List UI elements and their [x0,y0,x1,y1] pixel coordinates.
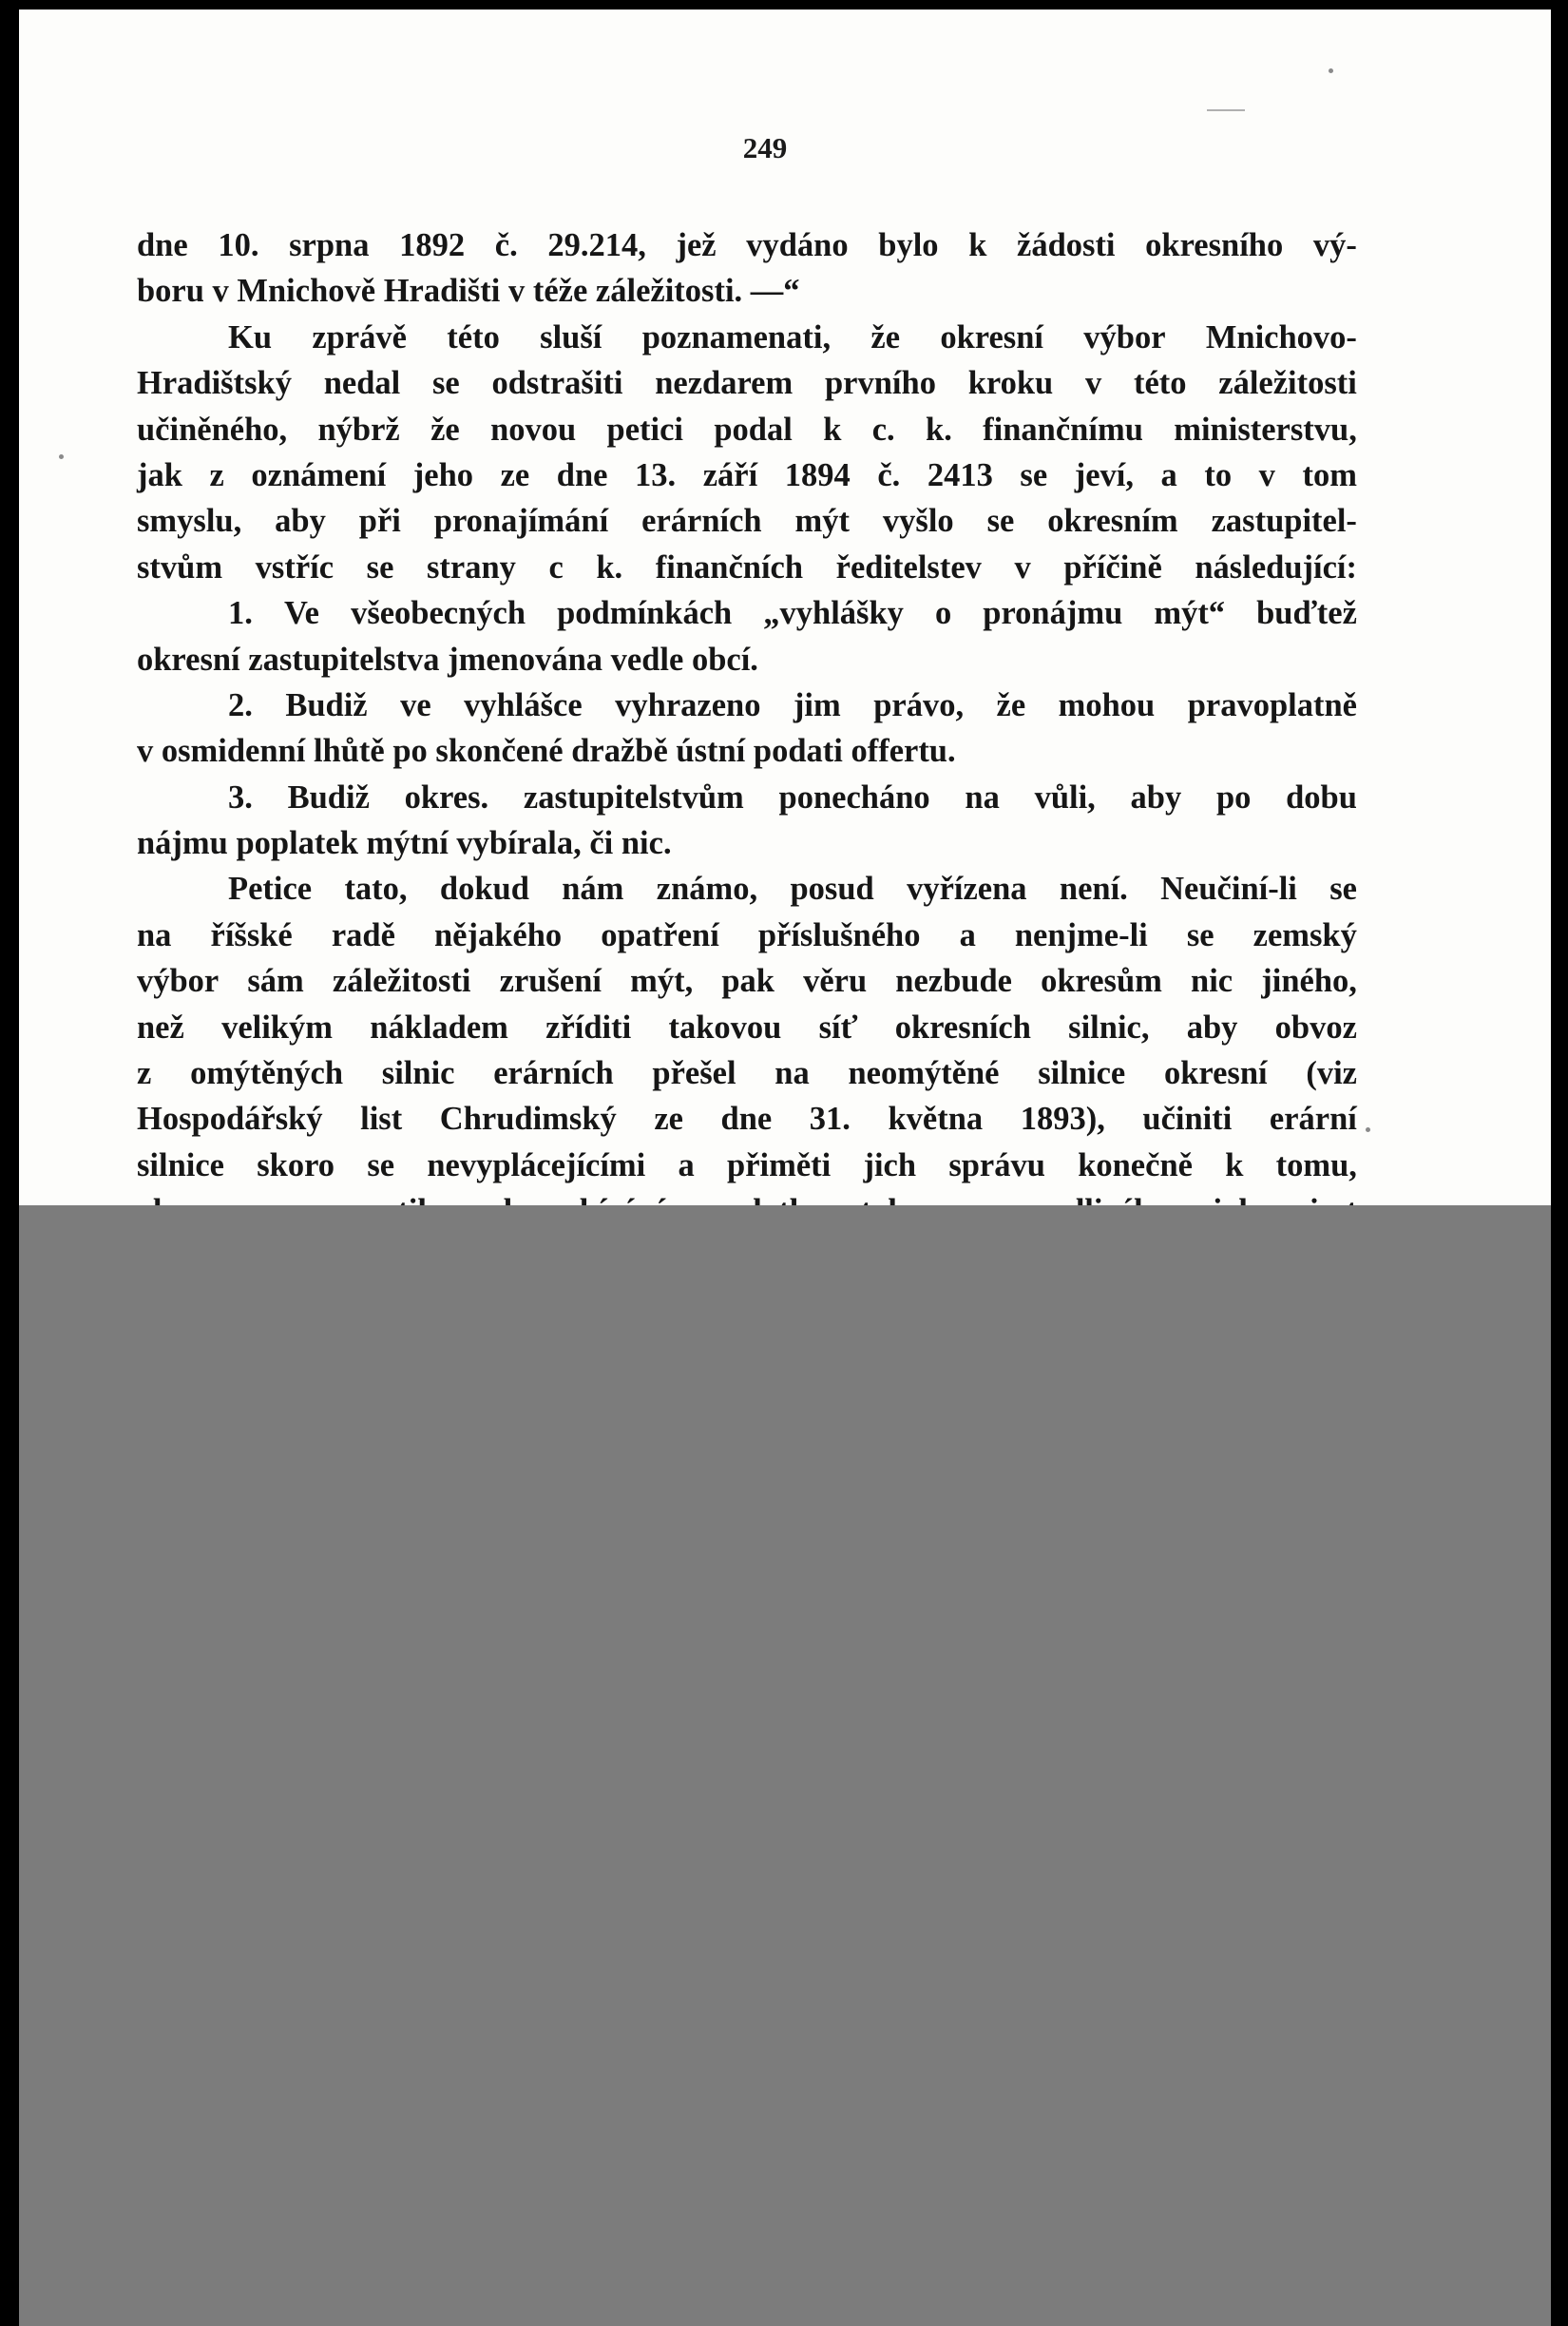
word: obvoz [1274,1009,1357,1046]
word: Ku [228,318,273,356]
word: se [1186,916,1214,953]
text-line [137,958,1357,1004]
word: následující: [1195,548,1357,586]
text-line-content: nájmu poplatek mýtní vybírala, či nic. [137,825,672,862]
word: 10. [218,227,259,263]
word: buďtež [1256,595,1357,632]
word: Petice [228,871,313,908]
word: Hospodářský [137,1101,323,1138]
word: nákladem [370,1009,508,1046]
word: okresním [1047,503,1178,540]
word: to [1204,456,1233,493]
text-line [137,498,1357,544]
scan-speck [1329,68,1333,73]
word: se [1329,871,1357,908]
word: nezbude [895,963,1012,1000]
text-line [137,682,1357,728]
word: 1893), [1020,1101,1105,1138]
word: srpna [289,227,370,263]
word: takovou [668,1009,782,1046]
word: 1892 [399,227,466,263]
word: erární [1269,1101,1357,1138]
scan-mark [1207,109,1245,111]
word: dne [720,1101,773,1138]
word: že [430,411,460,448]
word: nýbrž [317,411,400,448]
word: Budiž [287,779,370,816]
word: vyhlášce [464,686,583,723]
word: „vyhlášky [763,595,904,632]
text-line [137,728,1357,774]
word: zříditi [545,1009,632,1046]
word: neomýtěné [848,1055,1000,1092]
word: po [1215,779,1252,816]
word: jich [863,1146,917,1183]
word: 29.214, [547,227,646,263]
text-line-content: boru v Mnichově Hradišti v téže záležitosti. —“ [137,273,800,310]
word: nedal [323,365,401,402]
word: této [1133,365,1187,402]
text-line [137,590,1357,636]
word: erárních [493,1055,614,1092]
word: této [447,318,500,356]
word: a [1160,456,1177,493]
word: vstříc [255,548,335,586]
word: k [968,227,987,263]
word: záležitosti [332,963,471,1000]
word: nám [562,871,624,908]
word: prvního [824,365,936,402]
word: okresům [1041,963,1162,1000]
word: pak [721,963,774,1000]
text-line [137,913,1357,958]
word: se [986,503,1015,540]
word: mýt“ [1154,595,1226,632]
word: bylo [878,227,939,263]
word: o [934,595,952,632]
word: novou [490,411,577,448]
word: k. [926,411,952,448]
word: nezdarem [655,365,794,402]
text-line [137,315,1357,360]
word: silnice [1038,1055,1126,1092]
word: pronájmu [983,595,1123,632]
word: tomu, [1275,1146,1357,1183]
word: vydáno [746,227,849,263]
word: nevyplácejícími [427,1146,646,1183]
text-line [137,360,1357,406]
word: č. [877,456,901,493]
word: Chrudimský [439,1101,617,1138]
word: zemský [1252,916,1357,953]
word: k [823,411,842,448]
word: se [366,548,394,586]
word: než [137,1009,184,1046]
word: opatření [601,916,719,953]
text-line [137,1143,1357,1188]
word: jiného, [1261,963,1357,1000]
word: vyřízena [907,871,1027,908]
word: konečně [1078,1146,1193,1183]
word: dne [556,456,608,493]
word: poznamenati, [641,318,832,356]
word: radě [331,916,395,953]
word: silnic, [1068,1009,1150,1046]
text-line-content: v osmidenní lhůtě po skončené dražbě ústní podati offertu. [137,733,956,770]
text-line [137,1050,1357,1096]
word: nic [1191,963,1233,1000]
word: výbor [1083,318,1166,356]
word: finančnímu [983,411,1143,448]
text-line [137,637,1357,682]
word: se [367,1146,395,1183]
word: jeho [412,456,474,493]
word: aby [1186,1009,1238,1046]
word: 1894 [784,456,851,493]
word: skoro [257,1146,335,1183]
word: května [888,1101,984,1138]
word: učiniti [1142,1101,1233,1138]
word: jak [137,456,182,493]
word: Neučiní-li [1160,871,1297,908]
word: 1. [228,595,253,632]
word: okresní [940,318,1043,356]
word: jim [793,686,841,723]
word: na [774,1055,810,1092]
word: erárních [641,503,762,540]
word: k [1225,1146,1244,1183]
word: 3. [228,779,253,816]
word: vůli, [1034,779,1096,816]
word: tato, [344,871,408,908]
word: silnic [381,1055,455,1092]
word: smyslu, [137,503,242,540]
word: pronajímání [433,503,609,540]
word: c. [871,411,895,448]
word: aby [275,503,326,540]
word: petici [606,411,684,448]
word: dobu [1286,779,1357,816]
word: okresních [894,1009,1031,1046]
word: že [870,318,901,356]
word: list [360,1101,403,1138]
word: Budiž [285,686,368,723]
word: strany [426,548,516,586]
word: odstrašiti [491,365,623,402]
word: ředitelstev [835,548,982,586]
word: zastupitelstvům [523,779,744,816]
redaction-overlay [19,1205,1551,2326]
word: aby [1130,779,1182,816]
word: dokud [439,871,529,908]
word: velikým [221,1009,333,1046]
word: 2413 [927,456,993,493]
word: zrušení [499,963,602,1000]
word: na [137,916,172,953]
word: tom [1302,456,1357,493]
word: přiměti [727,1146,832,1183]
word: Ve [283,595,319,632]
word: omýtěných [190,1055,344,1092]
word: se [1020,456,1048,493]
word: okresního [1145,227,1284,263]
text-line [137,452,1357,498]
word: c [548,548,564,586]
text-line [137,222,1357,268]
word: nějakého [433,916,563,953]
word: oznámení [251,456,387,493]
word: a [678,1146,695,1183]
scan-edge [1551,0,1568,2326]
word: Mnichovo- [1205,318,1357,356]
word: posud [790,871,874,908]
word: okresní [1163,1055,1268,1092]
word: výbor [137,963,220,1000]
word: při [358,503,401,540]
word: k. [596,548,623,586]
word: okres. [404,779,489,816]
word: finančních [655,548,804,586]
document-page [19,10,1551,1205]
word: září [702,456,758,493]
word: známo, [656,871,758,908]
word: ze [500,456,530,493]
word: záležitosti [1218,365,1357,402]
text-line [137,545,1357,590]
word: v [1258,456,1275,493]
word: věru [803,963,868,1000]
text-line [137,820,1357,866]
word: jež [676,227,717,263]
word: sluší [540,318,602,356]
word: z [209,456,224,493]
word: ze [654,1101,683,1138]
word: učiněného, [137,411,288,448]
word: právo, [873,686,965,723]
word: 13. [635,456,677,493]
text-line [137,407,1357,452]
word: z [137,1055,152,1092]
word: 2. [228,686,253,723]
word: silnice [137,1146,224,1183]
word: podmínkách [557,595,733,632]
word: žádosti [1017,227,1116,263]
word: Hradištský [137,365,292,402]
word: příslušného [757,916,921,953]
scan-speck [59,454,64,459]
word: jeví, [1074,456,1134,493]
word: stvům [137,548,223,586]
scan-speck [1366,1127,1370,1132]
word: zastupitel- [1211,503,1357,540]
word: v [1014,548,1031,586]
word: mohou [1058,686,1156,723]
body-text [137,222,1357,1235]
word: ministerstvu, [1174,411,1357,448]
word: mýt, [630,963,694,1000]
word: není. [1059,871,1128,908]
text-line [137,775,1357,820]
word: síť [818,1009,858,1046]
text-line [137,1005,1357,1050]
word: vyhrazeno [615,686,761,723]
word: podal [714,411,793,448]
word: 31. [809,1101,851,1138]
word: že [996,686,1026,723]
word: sám [247,963,304,1000]
page-number: 249 [742,131,788,164]
word: dne [137,227,188,263]
word: se [431,365,460,402]
word: příčině [1063,548,1162,586]
word: č. [494,227,518,263]
word: a [959,916,976,953]
word: na [965,779,1000,816]
text-line [137,268,1357,314]
word: všeobecných [351,595,526,632]
word: přešel [652,1055,736,1092]
word: zprávě [312,318,407,356]
word: správu [948,1146,1045,1183]
word: kroku [967,365,1054,402]
word: mýt [794,503,850,540]
word: ponecháno [778,779,930,816]
word: v [1084,365,1102,402]
word: říšské [210,916,293,953]
word: pravoplatně [1187,686,1357,723]
text-line [137,866,1357,912]
text-line-content: okresní zastupitelstva jmenována vedle obcí. [137,641,758,678]
word: vý- [1312,227,1357,263]
word: vyšlo [882,503,954,540]
word: nenjme-li [1014,916,1148,953]
word: ve [400,686,431,723]
word: (viz [1306,1055,1357,1092]
text-line [137,1096,1357,1142]
